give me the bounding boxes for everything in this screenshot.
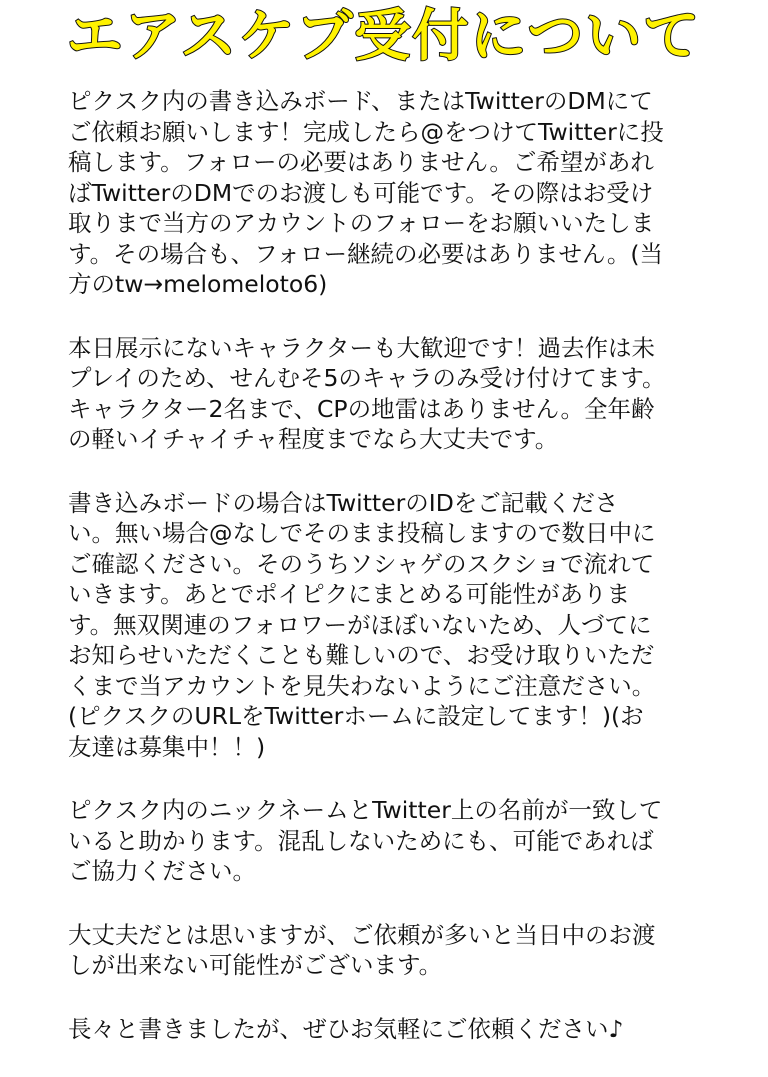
notice-body [68, 86, 736, 1077]
page-title: エアスケブ受付について [66, 4, 702, 69]
paragraph-nickname-match: ピクスク内のニックネームとTwitter上の名前が一致して いると助かります。混乱しないためにも、可能であれば ご協力ください。 [68, 796, 663, 885]
paragraph-characters: 本日展示にないキャラクターも大歓迎です！過去作は未 プレイのため、せんむそ5のキャラのみ受け付けてます。 キャラクター2名まで、CPの地雷はありません。全年齢 の軽いイチャイチャ程度までなら大丈夫です。 [68, 333, 666, 453]
paragraph-board-notes: 書き込みボードの場合はTwitterのIDをご記載くださ い。無い場合@なしでそのまま投稿しますので数日中に ご確認ください。そのうちソシャゲのスクショで流れて いきます。あとでポイピクにまとめる可能性がありま す。無双関連のフォロワーがほぼいないため、人づてに お知らせいただくことも難しいので、お受け取りいただ くまで当アカウントを見失わないようにご注意ださい。 (ピクスクのURLをTwitterホームに設定してます！)(お 友達は募集中！！) [68, 488, 656, 761]
paragraph-delivery-delay: 大丈夫だとは思いますが、ご依頼が多いと当日中のお渡 しが出来ない可能性がございます。 [68, 920, 656, 979]
paragraph-closing: 長々と書きましたが、ぜひお気軽にご依頼ください♪ [68, 1014, 624, 1043]
paragraph-how-to-request: ピクスク内の書き込みボード、またはTwitterのDMにて ご依頼お願いします！完成したら@をつけてTwitterに投 稿します。フォローの必要はありません。ご希望があれ ばTwitterのDMでのお渡しも可能です。その際はお受け 取りまで当方のアカウントのフォローをお願いいたしま す。その場合も、フォロー継続の必要はありません。(当 方のtw→melomeloto6) [68, 87, 664, 298]
